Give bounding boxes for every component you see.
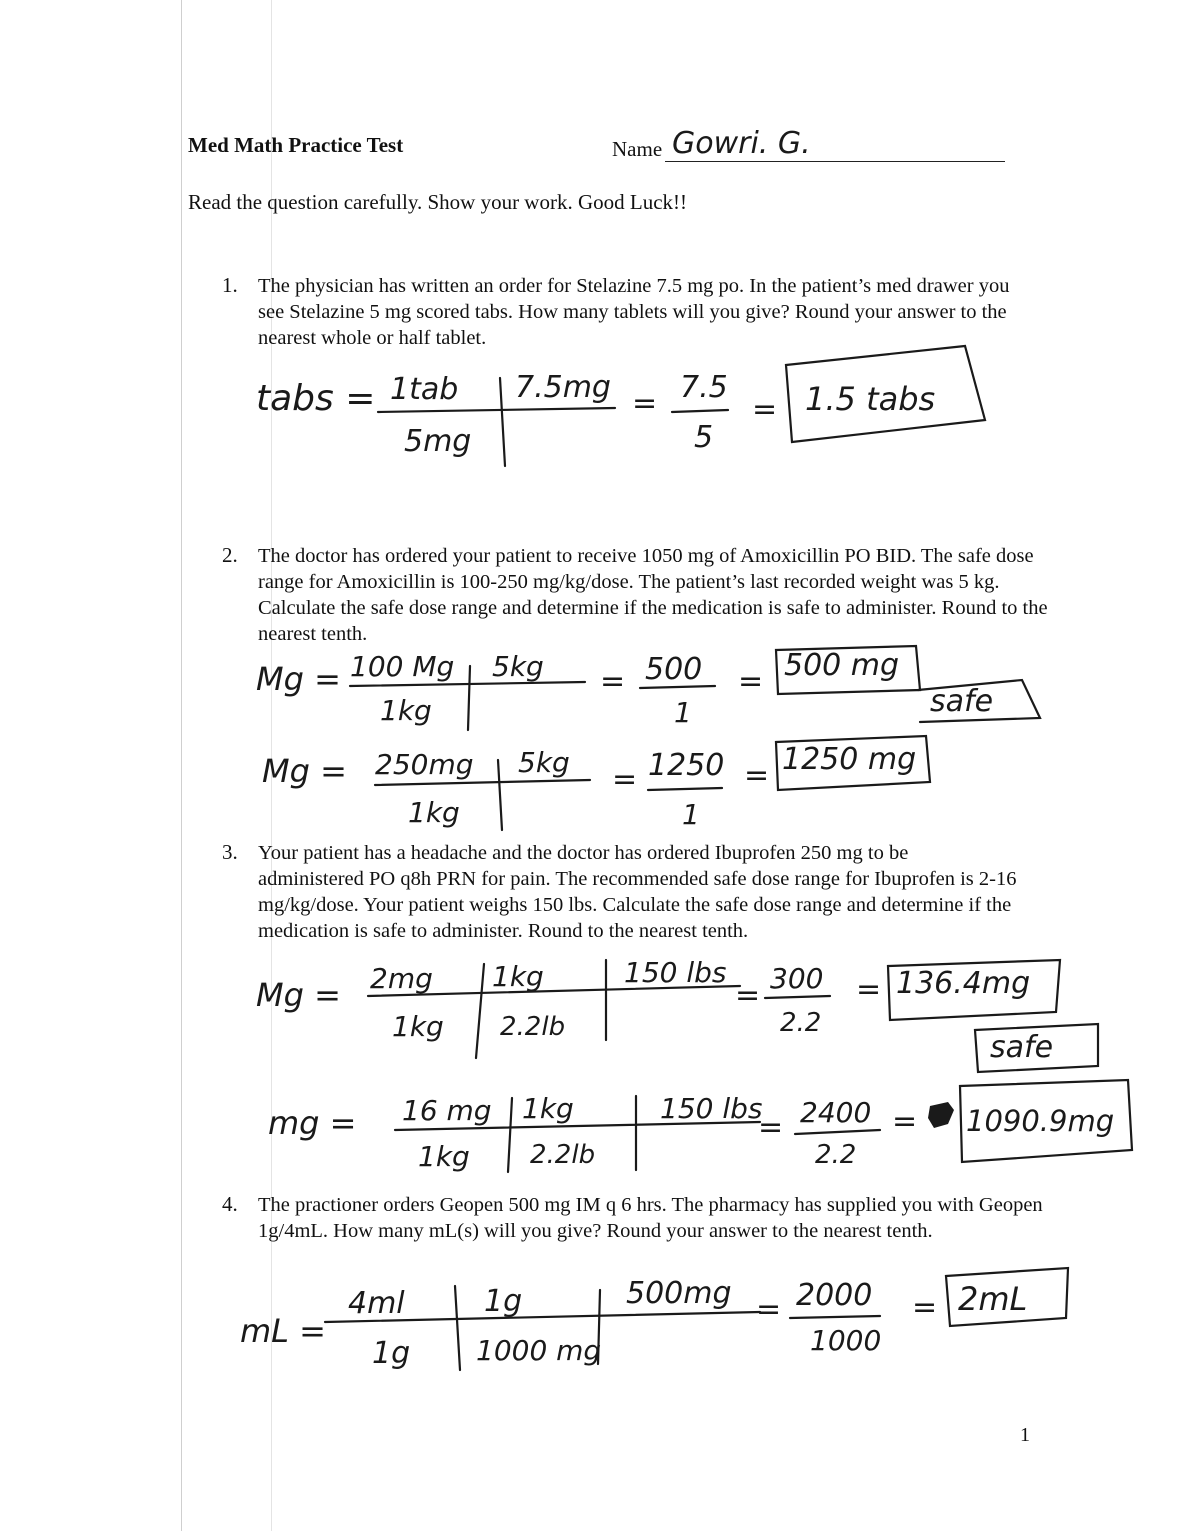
q1-fraction-bar <box>378 408 615 412</box>
q1-answer: 1.5 tabs <box>805 380 936 418</box>
q4-eq: = <box>756 1292 782 1327</box>
question-4-number: 4. <box>222 1192 238 1216</box>
q3-l1-result-bar <box>765 996 830 998</box>
question-3-text: Your patient has a headache and the doctor has ordered Ibuprofen 250 mg to be administered PO q8h PRN for pain. The recommended safe dose range for Ibuprofen is 2-16 mg/kg/dose. Your patient weighs 150 lbs. Calculate the safe dose range and determine if the medication is safe to administer. Round to the nearest tenth. <box>258 842 1017 942</box>
q2-l1-d1: 1kg <box>380 694 432 727</box>
q3-l1-d2: 2.2lb <box>500 1012 566 1042</box>
q2-l2-eq: = <box>612 762 638 797</box>
q2-l1-label: Mg = <box>256 660 341 698</box>
q4-n2: 1g <box>484 1284 523 1319</box>
q3-l2-result-bar <box>795 1130 880 1134</box>
q3-verdict: safe <box>990 1030 1054 1065</box>
q3-l2-d2: 2.2lb <box>530 1140 596 1170</box>
q4-work-label: mL = <box>240 1312 326 1350</box>
q2-l2-label: Mg = <box>262 752 347 790</box>
page-number: 1 <box>1020 1424 1030 1446</box>
q2-l2-n2: 5kg <box>518 746 570 779</box>
q2-l2-eq2: = <box>744 758 770 793</box>
q3-l1-n2: 1kg <box>492 960 544 993</box>
name-underline <box>665 161 1005 162</box>
q1-divider <box>500 378 505 466</box>
q3-l2-divider-1 <box>508 1098 512 1172</box>
q3-l1-eq: = <box>735 978 761 1013</box>
q2-l2-rn: 1250 <box>648 748 725 783</box>
q2-l1-rd: 1 <box>674 696 692 729</box>
q2-l2-rd: 1 <box>682 798 700 831</box>
q4-d2: 1000 mg <box>476 1334 602 1367</box>
q3-l1-rn: 300 <box>770 962 824 995</box>
q1-eq: = <box>632 386 658 421</box>
q2-l1-eq: = <box>600 664 626 699</box>
q3-l1-rd: 2.2 <box>780 1008 822 1038</box>
q4-eq2: = <box>912 1290 938 1325</box>
q3-l1-eq2: = <box>856 972 882 1007</box>
q4-n1: 4ml <box>348 1286 405 1321</box>
q3-l2-eq2: = <box>892 1104 918 1139</box>
q3-l1-answer: 136.4mg <box>896 966 1031 1001</box>
q1-rn: 7.5 <box>680 370 728 405</box>
q4-answer: 2mL <box>958 1280 1028 1318</box>
q3-l1-n3: 150 lbs <box>624 956 727 989</box>
instructions: Read the question carefully. Show your work. Good Luck!! <box>188 190 688 214</box>
q3-l1-d1: 1kg <box>392 1010 444 1043</box>
q4-divider-1 <box>455 1286 460 1370</box>
question-4-text: The practioner orders Geopen 500 mg IM q 6 hrs. The pharmacy has supplied you with Geopen 1g/4mL. How many mL(s) will you give? Round your answer to the nearest tenth. <box>258 1194 1043 1242</box>
question-1-text: The physician has written an order for Stelazine 7.5 mg po. In the patient’s med drawer you see Stelazine 5 mg scored tabs. How many tablets will you give? Round your answer to the nearest whole or half tablet. <box>258 275 1010 349</box>
margin-line-left <box>181 0 182 1531</box>
q3-scribble <box>928 1102 954 1128</box>
q4-result-bar <box>790 1316 880 1318</box>
q1-n1: 1tab <box>390 372 459 407</box>
q4-rn: 2000 <box>796 1278 873 1313</box>
q3-l2-rd: 2.2 <box>815 1140 857 1170</box>
q3-l2-eq: = <box>758 1110 784 1145</box>
q1-n2: 7.5mg <box>515 370 611 405</box>
q3-l2-label: mg = <box>268 1104 357 1142</box>
q2-l1-divider <box>468 666 470 730</box>
q2-l1-rn: 500 <box>645 652 703 687</box>
q3-l2-answer: 1090.9mg <box>966 1104 1115 1138</box>
q2-l2-divider <box>498 760 502 830</box>
q3-l1-label: Mg = <box>256 976 341 1014</box>
q2-l2-d1: 1kg <box>408 796 460 829</box>
student-name: Gowri. G. <box>672 126 811 161</box>
q3-l2-n2: 1kg <box>522 1092 574 1125</box>
q1-eq2: = <box>752 392 778 427</box>
q2-l2-answer: 1250 mg <box>782 742 917 777</box>
page-title: Med Math Practice Test <box>188 133 404 157</box>
q4-n3: 500mg <box>626 1276 732 1311</box>
question-2-text: The doctor has ordered your patient to receive 1050 mg of Amoxicillin PO BID. The safe dose range for Amoxicillin is 100-250 mg/kg/dose. The patient’s last recorded weight was 5 kg. Calculate the safe dose range and determine if the medication is safe to administer. Round to the nearest tenth. <box>258 545 1048 645</box>
q2-l1-n1: 100 Mg <box>350 650 455 683</box>
q1-work-label: tabs = <box>256 378 376 419</box>
question-3-number: 3. <box>222 840 238 864</box>
question-2-number: 2. <box>222 543 238 567</box>
q2-l1-n2: 5kg <box>492 650 544 683</box>
q1-d1: 5mg <box>404 424 472 459</box>
q2-l2-result-bar <box>648 788 722 790</box>
q2-verdict: safe <box>930 684 994 719</box>
q1-result-bar <box>672 410 728 412</box>
q2-l2-n1: 250mg <box>375 748 474 781</box>
q3-l1-divider-1 <box>476 964 484 1058</box>
q4-rd: 1000 <box>810 1324 882 1357</box>
q3-l2-d1: 1kg <box>418 1140 470 1173</box>
q4-d1: 1g <box>372 1336 411 1371</box>
q2-l1-answer: 500 mg <box>784 648 900 683</box>
question-1-number: 1. <box>222 273 238 297</box>
q3-l1-n1: 2mg <box>370 962 433 995</box>
q3-l2-rn: 2400 <box>800 1096 872 1129</box>
q3-l2-n1: 16 mg <box>402 1094 492 1127</box>
q3-l2-n3: 150 lbs <box>660 1092 763 1125</box>
name-label: Name <box>612 137 663 161</box>
q1-rd: 5 <box>694 420 714 455</box>
q2-l1-eq2: = <box>738 664 764 699</box>
